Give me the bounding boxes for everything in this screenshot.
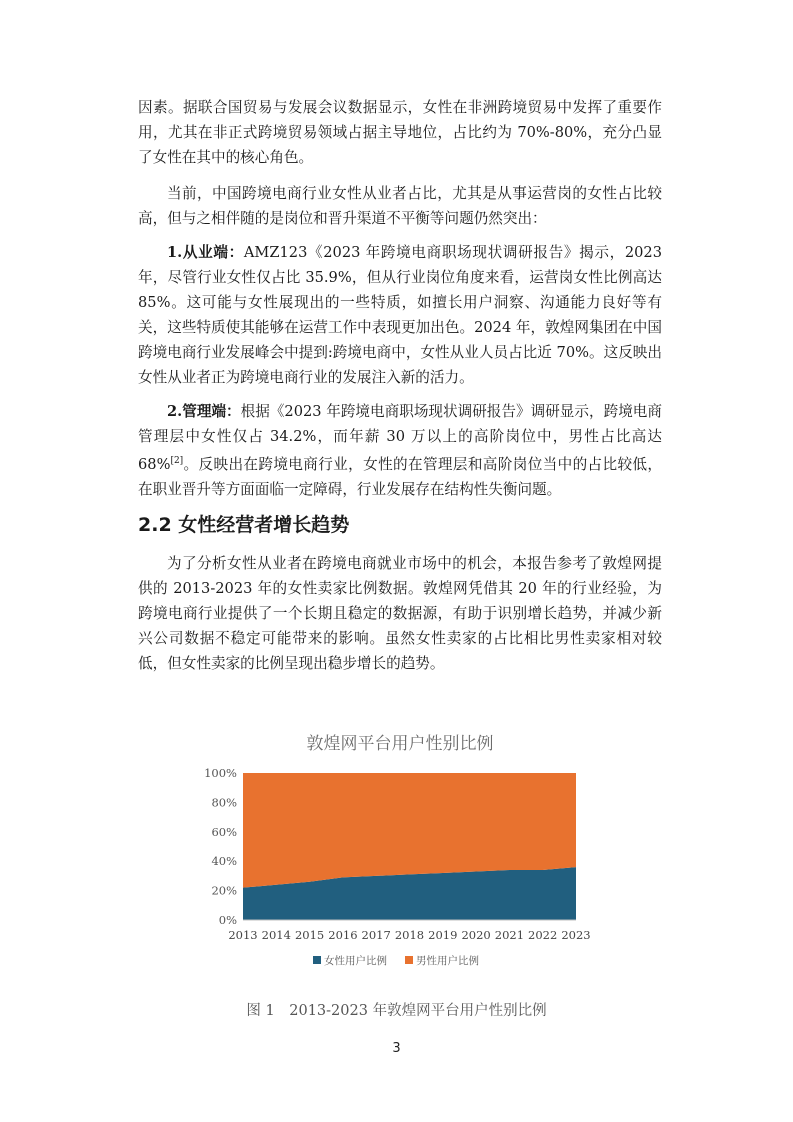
paragraph-3-lead: 1.从业端： (167, 244, 244, 261)
x-tick-label: 2015 (294, 928, 325, 942)
x-tick-label: 2023 (561, 928, 591, 942)
chart-title: 敦煌网平台用户性别比例 (306, 734, 494, 754)
section-heading: 2.2 女性经营者增长趋势 (138, 514, 350, 536)
legend-swatch-female (313, 956, 321, 964)
x-tick-label: 2017 (361, 928, 391, 942)
x-tick-label: 2022 (528, 928, 558, 942)
legend-label: 男性用户比例 (416, 955, 479, 967)
x-tick-label: 2021 (494, 928, 525, 942)
paragraph-4-body-b: 。反映出在跨境电商行业，女性的在管理层和高阶岗位当中的占比较低，在职业晋升等方面面临一定障碍，行业发展存在结构性失衡问题。 (138, 455, 662, 498)
chart-svg (190, 722, 610, 992)
reference-marker[interactable]: [2] (170, 456, 184, 466)
paragraph-1: 因素。据联合国贸易与发展会议数据显示，女性在非洲跨境贸易中发挥了重要作用，尤其在非正式跨境贸易领域占据主导地位，占比约为 70%-80%，充分凸显了女性在其中的核心角色。 (138, 99, 662, 166)
x-tick-label: 2019 (428, 928, 458, 942)
figure-caption: 图 1 2013-2023 年敦煌网平台用户性别比例 (246, 1003, 547, 1019)
paragraph-3-body: AMZ123《2023 年跨境电商职场现状调研报告》揭示，2023 年，尽管行业女性仅占比 35.9%，但从行业岗位角度来看，运营岗女性比例高达 85%。这可能与女性展现出的一些特质，如擅长用户洞察、沟通能力良好等有关，这些特质使其能够在运营工作中表现更加出色。2024 年，敦煌网集团在中国跨境电商行业发展峰会中提到:跨境电商中，女性从业人员占比近 70%。这反映出女性从业者正为跨境电商行业的发展注入新的活力。 (138, 244, 662, 386)
x-tick-label: 2020 (461, 928, 491, 942)
legend-swatch-male (405, 956, 413, 964)
y-tick-label: 20% (211, 883, 237, 898)
legend-label: 女性用户比例 (324, 955, 387, 967)
paragraph-4 (138, 399, 662, 502)
paragraph-3 (138, 240, 662, 390)
page-number: 3 (392, 1041, 401, 1056)
y-tick-label: 40% (211, 854, 237, 869)
gender-ratio-chart (190, 722, 610, 992)
y-tick-label: 100% (204, 766, 237, 780)
paragraph-4-lead: 2.管理端： (167, 403, 241, 420)
paragraph-4-body-a: 根据《2023 年跨境电商职场现状调研报告》调研显示，跨境电商管理层中女性仅占 34.2%，而年薪 30 万以上的高阶岗位中，男性占比高达 68% (138, 403, 662, 473)
x-tick-label: 2018 (394, 928, 425, 942)
y-tick-label: 0% (218, 913, 237, 927)
x-tick-label: 2014 (261, 928, 291, 942)
x-tick-label: 2016 (328, 928, 358, 942)
y-tick-label: 60% (211, 824, 237, 839)
y-tick-label: 80% (211, 795, 237, 810)
x-tick-label: 2013 (228, 928, 258, 942)
paragraph-2: 当前，中国跨境电商行业女性从业者占比，尤其是从事运营岗的女性占比较高，但与之相伴随的是岗位和晋升渠道不平衡等问题仍然突出： (138, 185, 662, 227)
paragraph-5: 为了分析女性从业者在跨境电商就业市场中的机会，本报告参考了敦煌网提供的 2013-2023 年的女性卖家比例数据。敦煌网凭借其 20 年的行业经验，为跨境电商行业提供了一个长期且稳定的数据源，有助于识别增长趋势，并减少新兴公司数据不稳定可能带来的影响。虽然女性卖家的占比相比男性卖家相对较低，但女性卖家的比例呈现出稳步增长的趋势。 (138, 555, 662, 672)
